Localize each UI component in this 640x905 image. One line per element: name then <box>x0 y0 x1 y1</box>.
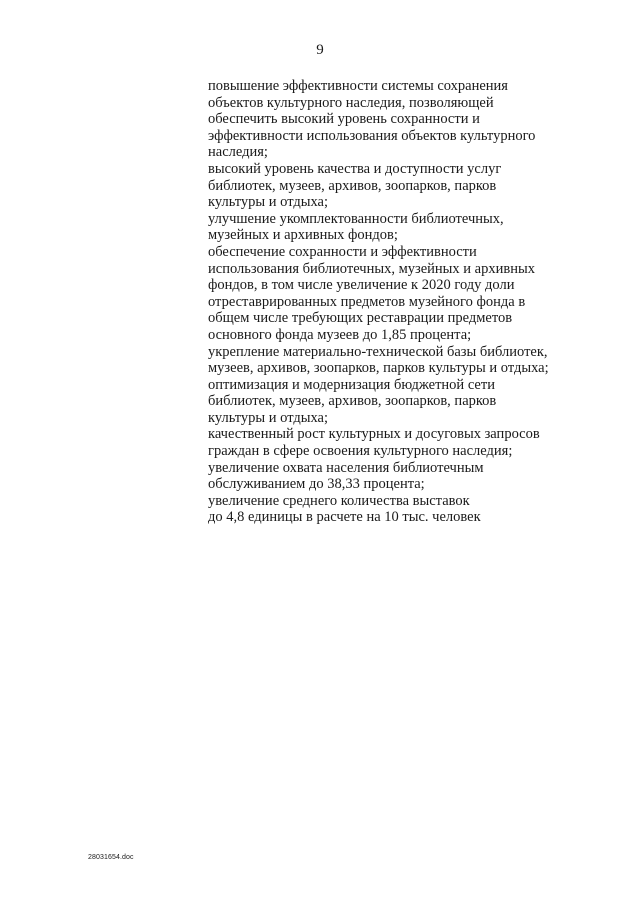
text-line: музейных и архивных фондов; <box>208 227 398 244</box>
text-line: увеличение среднего количества выставок <box>208 492 470 509</box>
text-line: качественный рост культурных и досуговых запросов <box>208 426 540 443</box>
text-line: наследия; <box>208 144 268 161</box>
text-line: улучшение укомплектованности библиотечных, <box>208 210 504 227</box>
text-line: обеспечение сохранности и эффективности <box>208 243 477 260</box>
text-line: библиотек, музеев, архивов, зоопарков, парков <box>208 177 497 194</box>
text-line: укрепление материально-технической базы библиотек, <box>208 343 548 360</box>
text-line: эффективности использования объектов культурного <box>208 127 536 144</box>
text-line: музеев, архивов, зоопарков, парков культуры и отдыха; <box>208 360 549 377</box>
text-line: использования библиотечных, музейных и архивных <box>208 260 535 277</box>
text-block <box>208 78 628 526</box>
text-line: до 4,8 единицы в расчете на 10 тыс. человек <box>208 509 481 526</box>
text-line: обслуживанием до 38,33 процента; <box>208 476 425 493</box>
text-line: оптимизация и модернизация бюджетной сети <box>208 376 495 393</box>
text-line: библиотек, музеев, архивов, зоопарков, парков <box>208 393 497 410</box>
document-filename: 28031654.doc <box>88 854 134 861</box>
text-line: общем числе требующих реставрации предметов <box>208 310 513 327</box>
text-line: отреставрированных предметов музейного фонда в <box>208 293 526 310</box>
text-line: фондов, в том числе увеличение к 2020 году доли <box>208 277 515 294</box>
text-line: высокий уровень качества и доступности услуг <box>208 160 502 177</box>
text-line: культуры и отдыха; <box>208 409 328 426</box>
text-line: обеспечить высокий уровень сохранности и <box>208 111 480 128</box>
text-line: граждан в сфере освоения культурного наследия; <box>208 443 513 460</box>
page-number: 9 <box>316 42 324 58</box>
text-line: объектов культурного наследия, позволяющей <box>208 94 494 111</box>
text-line: основного фонда музеев до 1,85 процента; <box>208 326 472 343</box>
text-line: культуры и отдыха; <box>208 194 328 211</box>
text-line: увеличение охвата населения библиотечным <box>208 459 484 476</box>
text-line: повышение эффективности системы сохранения <box>208 78 508 94</box>
